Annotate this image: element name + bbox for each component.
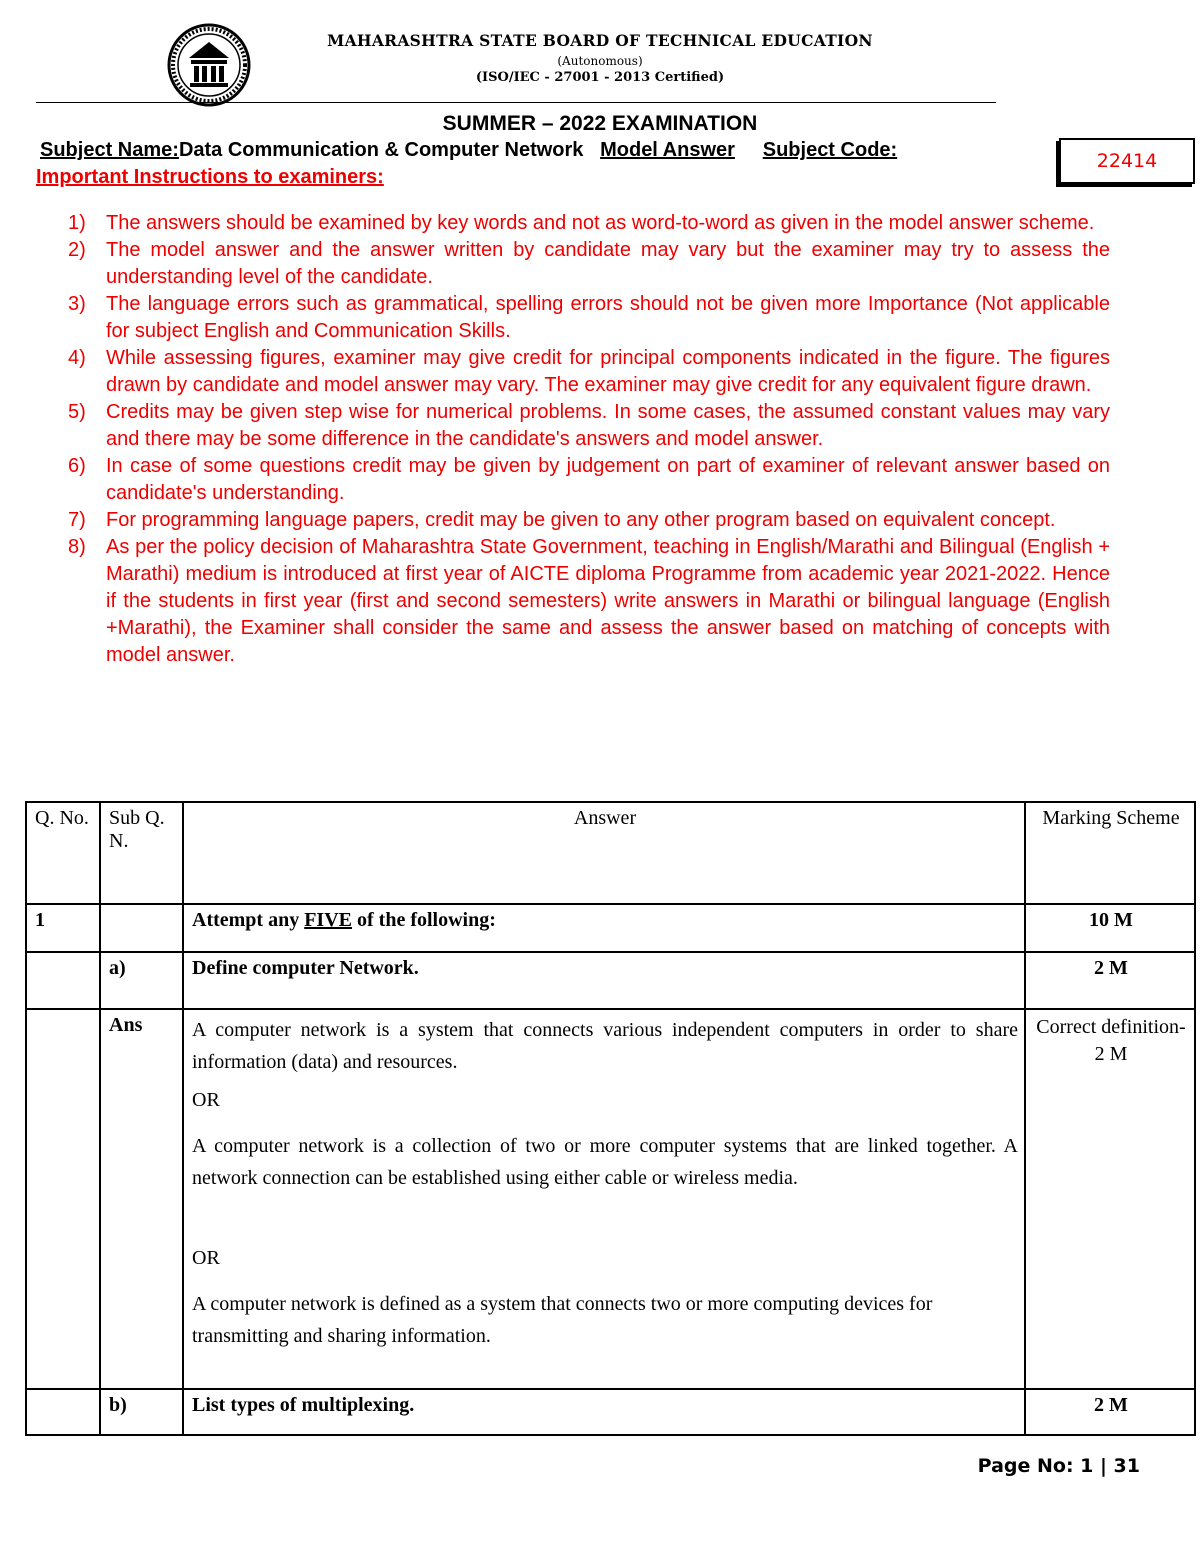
or-separator: OR — [192, 1247, 220, 1269]
header-marking: Marking Scheme — [1025, 802, 1195, 904]
instruction-item: 3) The language errors such as grammatical, spelling errors should not be given more Importance (Not applicable for subject English and Communication Skills. — [68, 293, 1110, 342]
subject-code-label: Subject Code: — [762, 139, 898, 161]
subject-name: Data Communication & Computer Network — [178, 139, 584, 161]
q-empty — [26, 952, 100, 1009]
q-empty — [26, 1389, 100, 1435]
subject-name-label: Subject Name: — [40, 139, 179, 161]
sub-q-marks: 2 M — [1025, 952, 1195, 1009]
instruction-item: 4) While assessing figures, examiner may give credit for principal components indicated in the figure. The figures drawn by candidate and model answer may vary. The examiner may give credit for any equivalent figure drawn. — [68, 347, 1110, 396]
sub-q-title: List types of multiplexing. — [183, 1389, 1025, 1435]
certification-label: (ISO/IEC - 27001 - 2013 Certified) — [475, 70, 725, 85]
instruction-item: 1) The answers should be examined by key words and not as word-to-word as given in the model answer scheme. — [68, 212, 1095, 234]
sub-q-empty — [100, 904, 183, 952]
subject-code: 22414 — [1096, 150, 1158, 172]
table-row — [26, 952, 1195, 1009]
page-number: Page No: 1 | 31 — [977, 1455, 1140, 1477]
q-marks: 10 M — [1025, 904, 1195, 952]
model-answer-label: Model Answer — [600, 139, 735, 161]
answer-paragraph: A computer network is a collection of two or more computer systems that are linked together. A network connection can be established using either cable or wireless media. — [192, 1135, 1018, 1189]
sub-q-label: b) — [100, 1389, 183, 1435]
msbte-logo — [166, 22, 252, 108]
instruction-item: 6) In case of some questions credit may be given by judgement on part of examiner of relevant answer based on candidate's understanding. — [68, 455, 1110, 504]
table-row — [26, 904, 1195, 952]
instruction-item: 5) Credits may be given step wise for numerical problems. In some cases, the assumed constant values may vary and there may be some difference in the candidate's answers and model answer. — [68, 401, 1110, 450]
exam-title: SUMMER – 2022 EXAMINATION — [442, 112, 758, 135]
sub-q-title: Define computer Network. — [183, 952, 1025, 1009]
board-name: MAHARASHTRA STATE BOARD OF TECHNICAL EDUCATION — [327, 31, 873, 50]
instructions-list — [68, 210, 1110, 669]
or-separator: OR — [192, 1089, 220, 1111]
answer-body — [183, 1009, 1025, 1389]
table-header-row — [26, 802, 1195, 904]
header-divider — [36, 102, 996, 103]
sub-q-marks: 2 M — [1025, 1389, 1195, 1435]
five-emphasis: FIVE — [304, 909, 353, 931]
header-q-no: Q. No. — [26, 802, 100, 904]
instruction-item: 2) The model answer and the answer written by candidate may vary but the examiner may try to assess the understanding level of the candidate. — [68, 239, 1110, 288]
header-sub-q: Sub Q. N. — [100, 802, 183, 904]
sub-q-label: a) — [100, 952, 183, 1009]
subject-code-box — [1059, 138, 1195, 184]
answer-marking: Correct definition-2 M — [1025, 1009, 1195, 1389]
answer-paragraph: A computer network is a system that connects various independent computers in order to share information (data) and resources. — [192, 1019, 1018, 1073]
instructions-heading: Important Instructions to examiners: — [36, 166, 384, 188]
header-answer: Answer — [183, 802, 1025, 904]
table-row — [26, 1389, 1195, 1435]
answer-table — [25, 801, 1196, 1436]
q-empty — [26, 1009, 100, 1389]
q-number: 1 — [26, 904, 100, 952]
answer-paragraph: A computer network is defined as a system that connects two or more computing devices for transmitting and sharing information. — [192, 1293, 933, 1347]
autonomous-label: (Autonomous) — [557, 54, 643, 68]
subject-line — [40, 139, 897, 162]
ans-label: Ans — [100, 1009, 183, 1389]
table-row — [26, 1009, 1195, 1389]
instruction-item: 8) As per the policy decision of Maharashtra State Government, teaching in English/Marathi and Bilingual (English + Marathi) medium is introduced at first year of AICTE diploma Programme from academic year 2021-2022. Hence if the students in first year (first and second semesters) write answers in Marathi or bilingual language (English +Marathi), the Examiner shall consider the same and assess the answer based on matching of concepts with model answer. — [68, 536, 1110, 666]
q-title: Attempt any FIVE of the following: — [183, 904, 1025, 952]
instruction-item: 7) For programming language papers, credit may be given to any other program based on equivalent concept. — [68, 509, 1056, 531]
